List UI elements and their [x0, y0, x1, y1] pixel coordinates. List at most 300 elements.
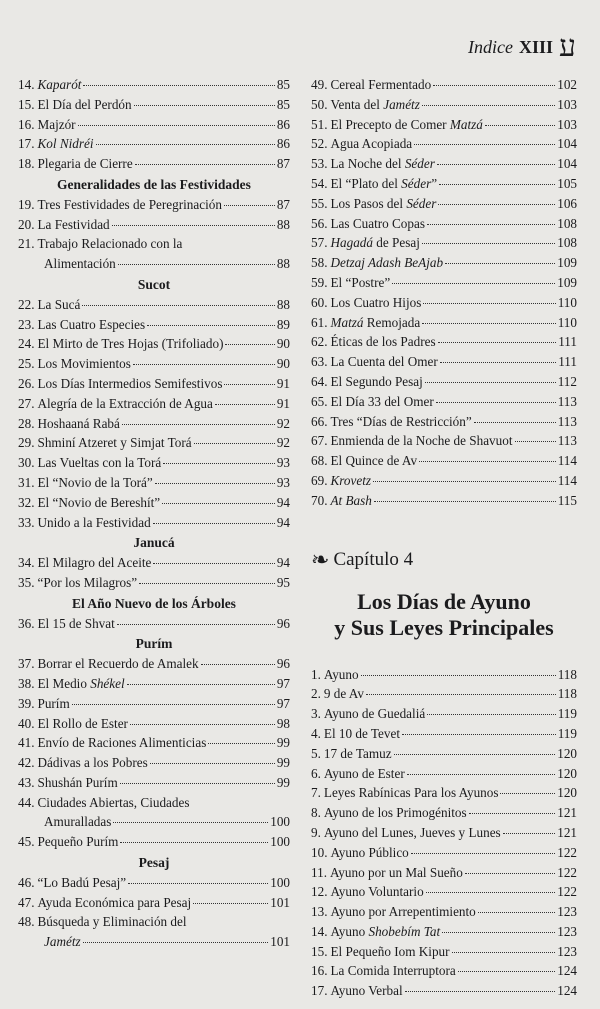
entry-page: 122 — [557, 844, 577, 860]
toc-entry[interactable] — [18, 374, 290, 394]
toc-entry[interactable] — [18, 315, 290, 335]
toc-entry[interactable] — [18, 473, 290, 493]
dot-leader — [128, 883, 268, 884]
entry-title: El Segundo Pesaj — [330, 373, 423, 389]
entry-number: 14. — [18, 77, 35, 92]
entry-title: El Medio Shékel — [37, 675, 125, 691]
entry-number: 47. — [18, 894, 35, 910]
entry-title: At Bash — [330, 492, 372, 508]
dot-leader — [130, 724, 275, 725]
toc-entry[interactable] — [311, 273, 577, 293]
toc-entry[interactable] — [18, 493, 290, 513]
entry-number: 57. — [311, 235, 328, 251]
dot-leader — [438, 342, 557, 343]
toc-entry[interactable] — [18, 654, 290, 674]
section-heading: Pesaj — [138, 855, 170, 871]
toc-entry[interactable] — [311, 95, 577, 115]
entry-line — [18, 254, 290, 274]
entry-page: 122 — [557, 884, 577, 900]
entry-number: 14. — [311, 923, 328, 939]
entry-title: Ayuno Verbal — [330, 983, 403, 999]
entry-page: 119 — [557, 725, 577, 741]
header-title: Indice — [468, 36, 513, 57]
dot-leader — [392, 283, 555, 284]
entry-number: 24. — [18, 336, 35, 352]
entry-page: 92 — [276, 415, 290, 431]
entry-number: 23. — [18, 316, 35, 332]
entry-number: 54. — [311, 175, 328, 191]
toc-entry[interactable] — [311, 214, 577, 234]
toc-entry[interactable] — [18, 674, 290, 694]
entry-page: 110 — [557, 294, 577, 310]
dot-leader — [117, 624, 275, 625]
entry-title: Ayuno de los Primogénitos — [323, 805, 467, 821]
toc-entry[interactable] — [18, 733, 290, 753]
entry-number: 39. — [18, 695, 35, 711]
toc-entry[interactable] — [18, 893, 290, 913]
entry-page: 121 — [557, 824, 577, 840]
dot-leader — [411, 853, 555, 854]
entry-page: 90 — [276, 336, 290, 352]
entry-title: Agua Acopiada — [330, 136, 413, 152]
dot-leader — [458, 971, 555, 972]
dot-leader — [82, 305, 274, 306]
toc-entry[interactable] — [311, 372, 577, 392]
entry-title: La Sucá — [37, 296, 81, 312]
toc-entry[interactable] — [18, 354, 290, 374]
entry-page: 99 — [276, 735, 290, 751]
toc-entry[interactable] — [311, 412, 577, 432]
entry-number: 18. — [18, 156, 35, 172]
dot-leader — [153, 563, 274, 564]
dot-leader — [414, 144, 555, 145]
entry-number: 58. — [311, 255, 328, 271]
entry-number: 60. — [311, 294, 328, 310]
dot-leader — [436, 402, 556, 403]
toc-entry[interactable] — [311, 981, 577, 1001]
dot-leader — [478, 912, 555, 913]
entry-number: 62. — [311, 334, 328, 350]
toc-entry[interactable] — [311, 352, 577, 372]
page-header — [468, 32, 576, 62]
entry-number: 48. — [18, 914, 35, 930]
toc-entry[interactable] — [18, 573, 290, 593]
entry-page: 118 — [557, 666, 577, 682]
entry-number: 20. — [18, 216, 35, 232]
dot-leader — [366, 694, 556, 695]
entry-title: Ayuno por un Mal Sueño — [330, 864, 463, 880]
entry-page: 108 — [557, 215, 577, 231]
dot-leader — [427, 714, 555, 715]
toc-entry[interactable] — [18, 433, 290, 453]
dot-leader — [201, 664, 275, 665]
chapter-title-line: Los Días de Ayuno — [357, 588, 531, 614]
entry-title: Ayuno del Lunes, Jueves y Lunes — [323, 824, 501, 840]
entry-page: 93 — [276, 455, 290, 471]
entry-page: 102 — [557, 77, 577, 92]
dot-leader — [373, 481, 556, 482]
chapter-title-line: y Sus Leyes Principales — [334, 614, 554, 640]
toc-entry[interactable] — [18, 793, 290, 833]
entry-page: 88 — [276, 216, 290, 232]
entry-number: 19. — [18, 196, 35, 212]
entry-title: Las Cuatro Especies — [37, 316, 146, 332]
entry-page: 104 — [557, 156, 577, 172]
entry-page: 92 — [276, 435, 290, 451]
toc-entry[interactable] — [311, 843, 577, 863]
toc-entry[interactable] — [311, 961, 577, 981]
entry-page: 124 — [557, 963, 577, 979]
entry-title: Éticas de los Padres — [330, 334, 436, 350]
entry-title: Kaparót — [37, 77, 82, 92]
entry-page: 103 — [557, 96, 577, 112]
dot-leader — [402, 734, 556, 735]
dot-leader — [135, 164, 275, 165]
toc-entry[interactable] — [311, 942, 577, 962]
toc-entry[interactable] — [311, 665, 577, 685]
entry-page: 100 — [270, 834, 290, 850]
entry-title: Pequeño Purím — [37, 834, 119, 850]
entry-title: Cereal Fermentado — [330, 77, 432, 92]
dot-leader — [83, 942, 269, 943]
toc-entry[interactable] — [311, 233, 577, 253]
entry-title: El Día del Perdón — [37, 96, 132, 112]
entry-number: 9. — [311, 824, 321, 840]
dot-leader — [439, 184, 555, 185]
toc-entry[interactable] — [311, 882, 577, 902]
entry-page: 96 — [276, 615, 290, 631]
entry-title: Dádivas a los Pobres — [37, 755, 148, 771]
toc-entry[interactable] — [18, 215, 290, 235]
entry-title: Purím — [37, 695, 70, 711]
entry-page: 93 — [276, 474, 290, 490]
entry-number: 64. — [311, 373, 328, 389]
entry-number: 1. — [311, 666, 321, 682]
entry-page: 94 — [276, 514, 290, 530]
entry-page: 105 — [557, 175, 577, 191]
entry-title: 9 de Av — [323, 686, 364, 702]
entry-number: 13. — [311, 904, 328, 920]
toc-entry[interactable] — [18, 334, 290, 354]
dot-leader — [72, 704, 275, 705]
entry-page: 124 — [557, 983, 577, 999]
toc-entry[interactable] — [311, 194, 577, 214]
entry-title: Los Cuatro Hijos — [330, 294, 422, 310]
entry-page: 119 — [557, 706, 577, 722]
toc-entry[interactable] — [18, 453, 290, 473]
entry-page: 121 — [557, 805, 577, 821]
toc-entry[interactable] — [18, 394, 290, 414]
entry-title: Las Vueltas con la Torá — [37, 455, 162, 471]
entry-page: 96 — [276, 656, 290, 672]
entry-number: 6. — [311, 765, 321, 781]
entry-page: 115 — [557, 492, 577, 508]
entry-page: 103 — [557, 116, 577, 132]
toc-entry[interactable] — [18, 115, 290, 135]
toc-entry[interactable] — [18, 154, 290, 174]
toc-entry[interactable] — [18, 234, 290, 274]
entry-number: 35. — [18, 574, 35, 590]
entry-page: 95 — [276, 574, 290, 590]
toc-entry[interactable] — [311, 902, 577, 922]
entry-page: 123 — [557, 923, 577, 939]
entry-title: “Lo Badú Pesaj” — [37, 874, 127, 890]
toc-entry[interactable] — [311, 491, 577, 511]
toc-entry[interactable] — [18, 694, 290, 714]
entry-title: Ayuno de Guedaliá — [323, 706, 426, 722]
toc-entry[interactable] — [18, 753, 290, 773]
toc-entry[interactable] — [18, 873, 290, 893]
entry-page: 100 — [270, 874, 290, 890]
entry-page: 94 — [276, 494, 290, 510]
toc-entry[interactable] — [311, 684, 577, 704]
toc-entry[interactable] — [18, 832, 290, 852]
toc-entry[interactable] — [311, 471, 577, 491]
dot-leader — [113, 822, 268, 823]
dot-leader — [474, 422, 556, 423]
toc-entry[interactable] — [311, 134, 577, 154]
entry-title: El Rollo de Ester — [37, 715, 128, 731]
entry-number: 27. — [18, 395, 35, 411]
entry-page: 86 — [276, 116, 290, 132]
dot-leader — [405, 991, 556, 992]
entry-number: 50. — [311, 96, 328, 112]
dot-leader — [422, 105, 555, 106]
dot-leader — [452, 952, 556, 953]
dot-leader — [361, 675, 556, 676]
toc-entry[interactable] — [18, 414, 290, 434]
entry-title: Ayuno de Ester — [323, 765, 405, 781]
entry-number: 66. — [311, 413, 328, 429]
entry-title: La Festividad — [37, 216, 110, 232]
section-heading: Generalidades de las Festividades — [57, 176, 251, 192]
toc-entry[interactable] — [311, 764, 577, 784]
entry-page: 120 — [557, 745, 577, 761]
entry-number: 59. — [311, 274, 328, 290]
toc-entry[interactable] — [311, 332, 577, 352]
dot-leader — [153, 523, 275, 524]
entry-title: El “Plato del Séder” — [330, 175, 438, 191]
toc-entry[interactable] — [311, 75, 577, 95]
entry-title: Shminí Atzeret y Simjat Torá — [37, 435, 192, 451]
entry-title: El Día 33 del Omer — [330, 393, 434, 409]
entry-page: 85 — [276, 96, 290, 112]
section-heading: Sucot — [137, 276, 171, 292]
toc-entry[interactable] — [311, 313, 577, 333]
entry-page: 113 — [557, 413, 577, 429]
toc-entry[interactable] — [18, 75, 290, 95]
entry-title: Los Movimientos — [37, 356, 131, 372]
dot-leader — [426, 892, 556, 893]
toc-entry[interactable] — [311, 823, 577, 843]
toc-entry[interactable] — [18, 295, 290, 315]
entry-number: 5. — [311, 745, 321, 761]
section-heading: El Año Nuevo de los Árboles — [72, 595, 236, 611]
toc-entry[interactable] — [311, 174, 577, 194]
entry-title: El “Novio de Bereshít” — [37, 494, 161, 510]
entry-number: 53. — [311, 156, 328, 172]
entry-page: 98 — [276, 715, 290, 731]
entry-line — [18, 793, 290, 813]
dot-leader — [120, 783, 275, 784]
dot-leader — [394, 754, 556, 755]
entry-number: 36. — [18, 615, 35, 631]
entry-number: 25. — [18, 356, 35, 372]
entry-title: El Precepto de Comer Matzá — [330, 116, 483, 132]
entry-number: 44. — [18, 794, 35, 810]
entry-page: 97 — [276, 675, 290, 691]
entry-number: 4. — [311, 725, 321, 741]
entry-title: Las Cuatro Copas — [330, 215, 425, 231]
dot-leader — [224, 384, 274, 385]
page-number: XIII — [519, 36, 554, 57]
entry-number: 46. — [18, 874, 35, 890]
entry-page: 91 — [276, 375, 290, 391]
entry-page: 104 — [557, 136, 577, 152]
toc-entry[interactable] — [311, 431, 577, 451]
entry-page: 118 — [557, 686, 577, 702]
entry-page: 87 — [276, 196, 290, 212]
entry-line — [18, 234, 290, 254]
dot-leader — [194, 443, 275, 444]
dot-leader — [503, 833, 556, 834]
toc-entry[interactable] — [311, 392, 577, 412]
toc-entry[interactable] — [311, 783, 577, 803]
chapter-label — [311, 545, 577, 575]
entry-title: Envío de Raciones Alimenticias — [37, 735, 207, 751]
entry-number: 65. — [311, 393, 328, 409]
entry-number: 61. — [311, 314, 328, 330]
entry-number: 41. — [18, 735, 35, 751]
toc-entry[interactable] — [18, 714, 290, 734]
toc-entry[interactable] — [311, 922, 577, 942]
entry-title: El “Novio de la Torá” — [37, 474, 153, 490]
dot-leader — [433, 85, 555, 86]
entry-title: El 15 de Shvat — [37, 615, 115, 631]
toc-entry[interactable] — [311, 293, 577, 313]
toc-entry[interactable] — [311, 253, 577, 273]
entry-page: 89 — [276, 316, 290, 332]
entry-page: 88 — [276, 256, 290, 272]
entry-title: La Cuenta del Omer — [330, 354, 438, 370]
toc-entry[interactable] — [311, 451, 577, 471]
entry-number: 26. — [18, 375, 35, 391]
entry-title: El Mirto de Tres Hojas (Trifoliado) — [37, 336, 224, 352]
entry-page: 91 — [276, 395, 290, 411]
entry-number: 56. — [311, 215, 328, 231]
entry-number: 8. — [311, 805, 321, 821]
toc-entry[interactable] — [18, 95, 290, 115]
entry-title: Unido a la Festividad — [37, 514, 151, 530]
toc-entry[interactable] — [18, 513, 290, 533]
entry-title: Ayuno Voluntario — [330, 884, 424, 900]
dot-leader — [374, 501, 556, 502]
toc-entry[interactable] — [311, 115, 577, 135]
entry-number: 10. — [311, 844, 328, 860]
entry-number: 31. — [18, 474, 35, 490]
dot-leader — [445, 263, 555, 264]
entry-number: 22. — [18, 296, 35, 312]
entry-number: 42. — [18, 755, 35, 771]
entry-page: 100 — [270, 814, 290, 830]
index-column-right — [311, 75, 577, 1001]
entry-title: Kol Nidréi — [37, 136, 94, 152]
toc-entry[interactable] — [311, 724, 577, 744]
dot-leader — [438, 204, 555, 205]
entry-number: 3. — [311, 706, 321, 722]
toc-entry[interactable] — [311, 704, 577, 724]
entry-title-continued: Jamétz — [44, 934, 81, 950]
toc-entry[interactable] — [18, 912, 290, 952]
dot-leader — [500, 793, 555, 794]
toc-entry[interactable] — [311, 744, 577, 764]
dot-leader — [419, 461, 556, 462]
toc-entry[interactable] — [18, 134, 290, 154]
entry-title: 17 de Tamuz — [323, 745, 392, 761]
entry-page: 90 — [276, 356, 290, 372]
dot-leader — [440, 362, 556, 363]
dot-leader — [422, 243, 555, 244]
entry-title: Los Pasos del Séder — [330, 195, 437, 211]
toc-entry[interactable] — [18, 614, 290, 634]
dot-leader — [96, 144, 275, 145]
entry-number: 2. — [311, 686, 321, 702]
dot-leader — [193, 903, 268, 904]
dot-leader — [133, 364, 275, 365]
entry-page: 99 — [276, 774, 290, 790]
entry-page: 120 — [557, 765, 577, 781]
dot-leader — [425, 382, 556, 383]
dot-leader — [78, 125, 275, 126]
dot-leader — [122, 424, 275, 425]
chapter-title — [311, 589, 577, 641]
entry-page: 87 — [276, 156, 290, 172]
dot-leader — [465, 873, 555, 874]
entry-page: 111 — [558, 334, 577, 350]
dot-leader — [118, 264, 275, 265]
toc-entry[interactable] — [311, 803, 577, 823]
entry-page: 113 — [557, 433, 577, 449]
entry-number: 37. — [18, 656, 35, 672]
index-column-left — [18, 75, 290, 952]
toc-entry[interactable] — [311, 863, 577, 883]
entry-title: Tres Festividades de Peregrinación — [37, 196, 222, 212]
entry-title: Hoshaaná Rabá — [37, 415, 120, 431]
dot-leader — [127, 684, 275, 685]
dot-leader — [134, 105, 275, 106]
entry-page: 111 — [558, 354, 577, 370]
chapter-label-text: Capítulo 4 — [333, 548, 414, 570]
toc-entry[interactable] — [18, 195, 290, 215]
dot-leader — [215, 404, 275, 405]
toc-entry[interactable] — [18, 773, 290, 793]
toc-entry[interactable] — [18, 553, 290, 573]
entry-title: Ayuno Shobebím Tat — [330, 923, 441, 939]
entry-title: Plegaria de Cierre — [37, 156, 133, 172]
entry-line — [18, 932, 290, 952]
entry-number: 34. — [18, 555, 35, 571]
dot-leader — [155, 483, 275, 484]
toc-entry[interactable] — [311, 154, 577, 174]
entry-page: 94 — [276, 555, 290, 571]
dot-leader — [163, 463, 275, 464]
entry-page: 114 — [557, 453, 577, 469]
entry-page: 88 — [276, 296, 290, 312]
entry-title: Ayuno — [323, 666, 359, 682]
entry-page: 101 — [270, 934, 290, 950]
entry-title: Leyes Rabínicas Para los Ayunos — [323, 785, 499, 801]
entry-title: Matzá Remojada — [330, 314, 421, 330]
